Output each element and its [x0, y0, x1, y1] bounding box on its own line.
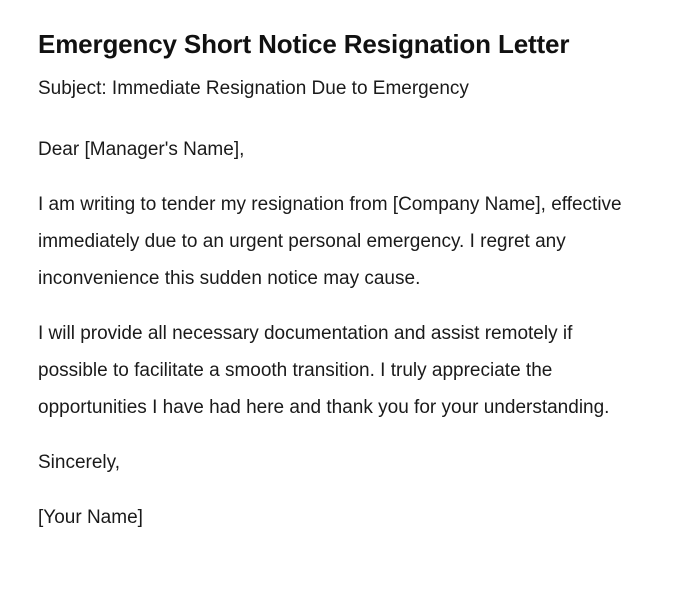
- signature-paragraph: [Your Name]: [38, 507, 143, 528]
- closing-paragraph: Sincerely,: [38, 452, 121, 473]
- salutation-paragraph: Dear [Manager's Name],: [38, 139, 245, 160]
- subject-line: Subject: Immediate Resignation Due to Emergency: [38, 78, 469, 99]
- body-paragraph-2: I will provide all necessary documentation and assist remotely if possible to facilitate a smooth transition. I truly appreciate the opportunities I have had here and thank you for your understanding.: [38, 323, 610, 418]
- letter-body: [38, 131, 638, 536]
- body-paragraph-1: I am writing to tender my resignation from [Company Name], effective immediately due to an urgent personal emergency. I regret any inconvenience this sudden notice may cause.: [38, 194, 622, 289]
- page-title: Emergency Short Notice Resignation Letter: [38, 29, 570, 59]
